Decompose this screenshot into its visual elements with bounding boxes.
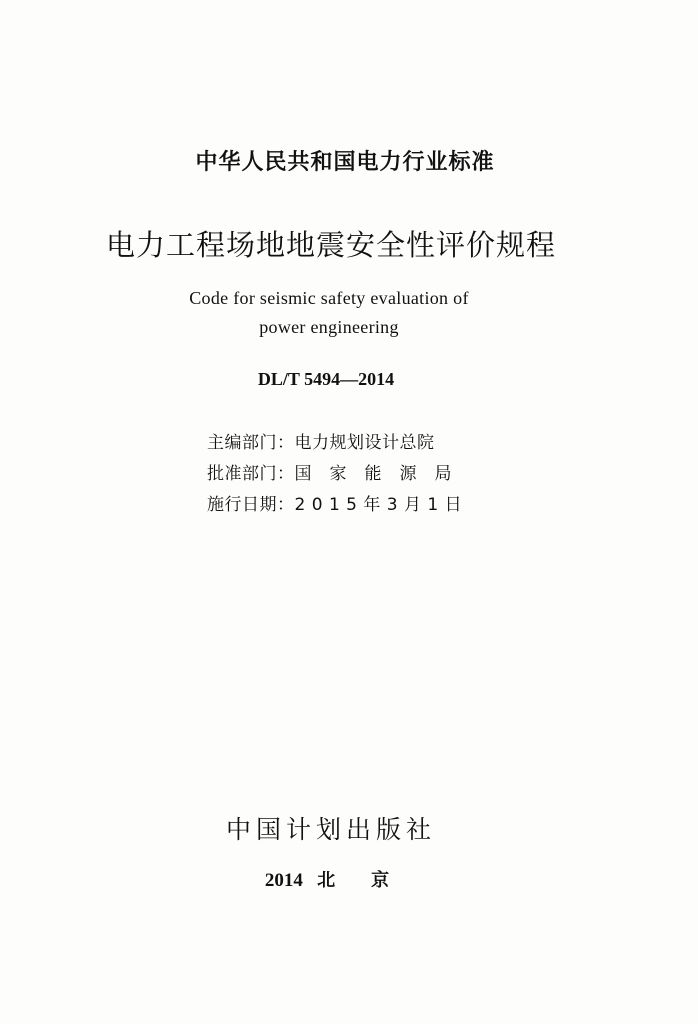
title-english-line-2: power engineering — [259, 317, 399, 337]
approval-department-value: 国 家 能 源 局 — [294, 464, 452, 484]
editor-department-row — [207, 428, 435, 453]
publication-year: 2014 — [264, 870, 303, 891]
effective-date-label: 施行日期： — [207, 495, 295, 515]
publication-line — [0, 866, 676, 892]
standard-number: DL/T 5494—2014 — [257, 369, 395, 389]
effective-date-value: 2 0 1 5 年 3 月 1 日 — [294, 495, 463, 515]
title-chinese: 电力工程场地地震安全性评价规程 — [105, 228, 556, 262]
approval-department-label: 批准部门： — [207, 464, 295, 484]
title-english-line-1: Code for seismic safety evaluation of — [189, 288, 469, 308]
effective-date-row — [207, 490, 462, 515]
standard-category: 中华人民共和国电力行业标准 — [195, 150, 495, 175]
publisher-name: 中国计划出版社 — [225, 815, 436, 844]
editor-department-value: 电力规划设计总院 — [294, 433, 435, 453]
publication-place: 北 京 — [317, 870, 390, 891]
approval-department-row — [207, 459, 452, 484]
editor-department-label: 主编部门： — [207, 433, 295, 453]
